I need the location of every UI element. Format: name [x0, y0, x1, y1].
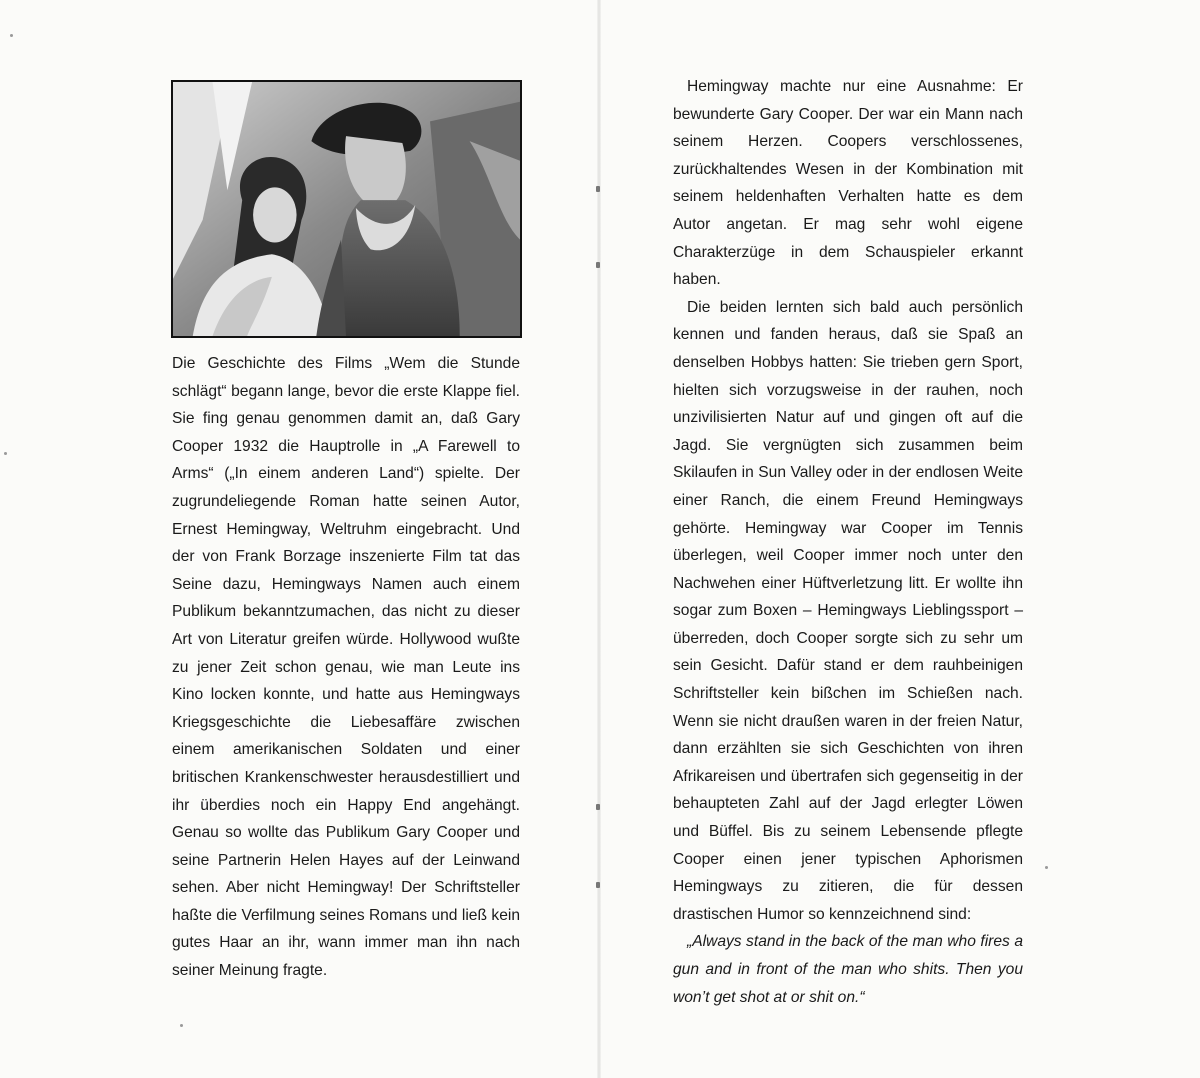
- page-fold: [597, 0, 601, 1078]
- paper-speck: [180, 1024, 183, 1027]
- right-column: [673, 73, 1023, 1011]
- paper-speck: [4, 452, 7, 455]
- right-paragraph-2-text: Die beiden lernten sich bald auch persönlich kennen und fanden heraus, daß sie Spaß an denselben Hobbys hatten: Sie trieben gern Sport, hielten sich vorzugsweise in der rauhen, noch unzivilisierten Natur auf und gingen oft auf die Jagd. Sie vergnügten sich zusammen beim Skilaufen in Sun Valley oder in der endlosen Weite einer Ranch, die einem Freund Hemingways gehörte. Hemingway war Cooper im Tennis überlegen, weil Cooper immer noch unter den Nachwehen einer Hüftverletzung litt. Er wollte ihn sogar zum Boxen – Hemingways Lieblingssport – überreden, doch Cooper sorgte sich zu sehr um sein Gesicht. Dafür stand er dem rauhbeinigen Schriftsteller kein bißchen im Schießen nach. Wenn sie nicht draußen waren in der freien Natur, dann erzählten sie sich Geschichten von ihren Afrikareisen und übertrafen sich gegenseitig in der behaupteten Zahl auf der Jagd erlegter Löwen und Büffel. Bis zu seinem Lebensende pflegte Cooper einen jener typischen Aphorismen Hemingways zu zitieren, die für dessen drastischen Humor so kennzeichnend sind:: [673, 298, 1023, 923]
- right-paragraph-1: Hemingway machte nur eine Ausnahme: Er bewunderte Gary Cooper. Der war ein Mann nach seinem Herzen. Coopers verschlossenes, zurückhaltendes Wesen in der Kombination mit seinem heldenhaften Verhalten hatte es dem Autor angetan. Er mag sehr wohl eigene Charakterzüge in dem Schauspieler erkannt haben.: [673, 78, 1023, 289]
- left-column: [172, 350, 520, 985]
- left-paragraph: Die Geschichte des Films „Wem die Stunde schlägt“ begann lange, bevor die erste Klappe fiel. Sie fing genau genommen damit an, daß Gary Cooper 1932 die Hauptrolle in „A Farewell to Arms“ („In einem anderen Land“) spielte. Der zugrundeliegende Roman hatte seinen Autor, Ernest Hemingway, Weltruhm eingebracht. Und der von Frank Borzage inszenierte Film tat das Seine dazu, Hemingways Namen auch einem Publikum bekanntzumachen, das nicht zu dieser Art von Literatur greifen würde. Hollywood wußte zu jener Zeit schon genau, wie man Leute ins Kino locken konnte, und hatte aus Hemingways Kriegsgeschichte die Liebesaffäre zwischen einem amerikanischen Soldaten und einer britischen Krankenschwester herausdestilliert und ihr überdies noch ein Happy End angehängt. Genau so wollte das Publikum Gary Cooper und seine Partnerin Helen Hayes auf der Leinwand sehen. Aber nicht Hemingway! Der Schriftsteller haßte die Verfilmung seines Romans und ließ kein gutes Haar an ihr, wann immer man ihn nach seiner Meinung fragte.: [172, 355, 520, 980]
- right-paragraph-2: [673, 294, 1023, 1011]
- film-still-image: [173, 82, 520, 336]
- film-still-photo: [171, 80, 522, 338]
- staple-mark: [596, 186, 600, 192]
- staple-mark: [596, 804, 600, 810]
- paper-speck: [1045, 866, 1048, 869]
- hemingway-quote: „Always stand in the back of the man who fires a gun and in front of the man who shits. Then you won’t get shot at or shit on.“: [673, 933, 1023, 1006]
- staple-mark: [596, 882, 600, 888]
- paper-speck: [10, 34, 13, 37]
- staple-mark: [596, 262, 600, 268]
